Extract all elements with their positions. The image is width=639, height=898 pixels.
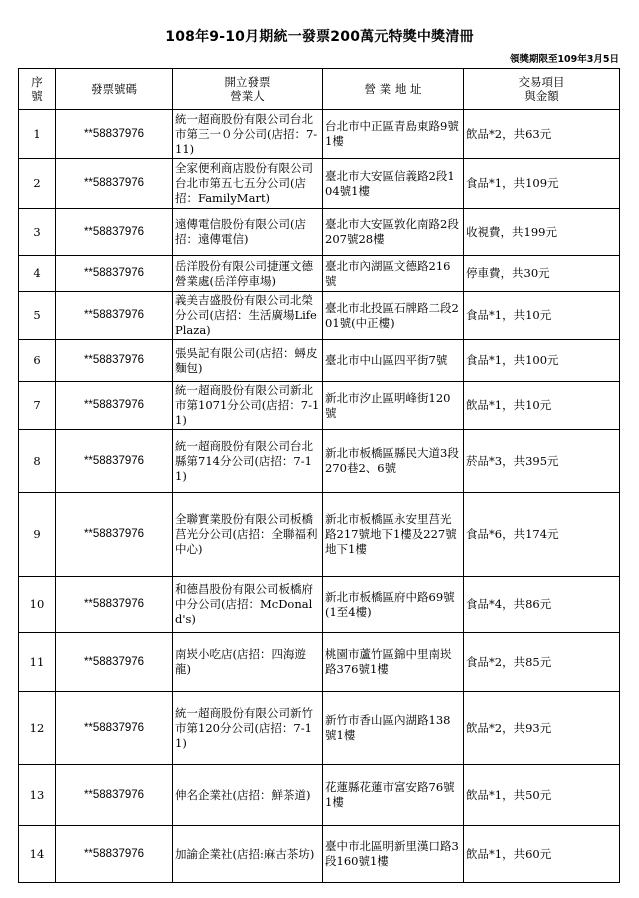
row-items: 食品*6，共174元 [464,493,620,577]
table-row [19,430,620,493]
row-address: 新北市板橋區永安里莒光路217號地下1樓及227號地下1樓 [323,493,464,577]
table-row [19,577,620,633]
row-merchant: 全聯實業股份有限公司板橋莒光分公司(店招：全聯福利中心) [173,493,323,577]
row-address: 新北市板橋區縣民大道3段270巷2、6號 [323,430,464,493]
row-merchant: 統一超商股份有限公司台北市第三一０分公司(店招：7-11) [173,110,323,159]
row-invoice-number: **58837976 [56,256,173,292]
row-items: 食品*1，共10元 [464,292,620,340]
row-invoice-number: **58837976 [56,430,173,493]
table-row [19,110,620,159]
claim-deadline: 領獎期限至109年3月5日 [509,54,619,65]
row-invoice-number: **58837976 [56,292,173,340]
row-items: 飲品*1，共60元 [464,826,620,883]
table-row [19,633,620,692]
row-address: 臺北市大安區信義路2段104號1樓 [323,159,464,209]
row-address: 台北市中正區青島東路9號1樓 [323,110,464,159]
row-invoice-number: **58837976 [56,340,173,382]
table-row [19,382,620,430]
row-items: 飲品*2，共93元 [464,692,620,765]
row-seq: 8 [19,430,56,493]
row-items: 收視費，共199元 [464,209,620,256]
row-items: 食品*1，共100元 [464,340,620,382]
table-row [19,765,620,826]
table-row [19,209,620,256]
row-address: 桃園市蘆竹區錦中里南崁路376號1樓 [323,633,464,692]
row-invoice-number: **58837976 [56,159,173,209]
row-items: 飲品*1，共50元 [464,765,620,826]
row-merchant: 統一超商股份有限公司新北市第1071分公司(店招：7-11) [173,382,323,430]
row-seq: 10 [19,577,56,633]
row-address: 臺北市大安區敦化南路2段207號28樓 [323,209,464,256]
row-merchant: 全家便利商店股份有限公司台北市第五七五分公司(店招：FamilyMart) [173,159,323,209]
row-seq: 6 [19,340,56,382]
row-invoice-number: **58837976 [56,493,173,577]
table-row [19,826,620,883]
row-invoice-number: **58837976 [56,110,173,159]
row-items: 飲品*1，共10元 [464,382,620,430]
header-address: 營 業 地 址 [323,69,464,110]
row-invoice-number: **58837976 [56,692,173,765]
row-invoice-number: **58837976 [56,633,173,692]
table-header-row [19,69,620,110]
row-items: 停車費，共30元 [464,256,620,292]
row-address: 臺北市內湖區文德路216號 [323,256,464,292]
row-merchant: 和德昌股份有限公司板橋府中分公司(店招：McDonald's) [173,577,323,633]
row-seq: 7 [19,382,56,430]
row-seq: 11 [19,633,56,692]
header-seq-line2: 號 [31,89,43,103]
row-merchant: 伸名企業社(店招：鮮茶道) [173,765,323,826]
header-items [464,69,620,110]
row-address: 臺北市中山區四平街7號 [323,340,464,382]
row-invoice-number: **58837976 [56,577,173,633]
table-row [19,159,620,209]
row-merchant: 南崁小吃店(店招：四海遊龍) [173,633,323,692]
row-merchant: 張吳記有限公司(店招：蟳皮麵包) [173,340,323,382]
row-seq: 12 [19,692,56,765]
row-invoice-number: **58837976 [56,209,173,256]
header-seq-line1: 序 [31,75,43,89]
table-row [19,340,620,382]
row-merchant: 遠傳電信股份有限公司(店招：遠傳電信) [173,209,323,256]
row-seq: 4 [19,256,56,292]
row-merchant: 統一超商股份有限公司台北縣第714分公司(店招：7-11) [173,430,323,493]
row-items: 食品*1，共109元 [464,159,620,209]
row-merchant: 義美吉盛股份有限公司北榮分公司(店招：生活廣場Life Plaza) [173,292,323,340]
winners-table [18,68,620,883]
row-seq: 13 [19,765,56,826]
row-items: 菸品*3，共395元 [464,430,620,493]
row-seq: 3 [19,209,56,256]
row-seq: 9 [19,493,56,577]
header-items-line2: 與金額 [524,89,559,103]
row-items: 食品*2，共85元 [464,633,620,692]
header-invoice: 發票號碼 [56,69,173,110]
table-row [19,256,620,292]
row-items: 飲品*2，共63元 [464,110,620,159]
row-address: 新北市板橋區府中路69號(1至4樓) [323,577,464,633]
header-merchant [173,69,323,110]
row-items: 食品*4，共86元 [464,577,620,633]
header-seq [19,69,56,110]
row-invoice-number: **58837976 [56,765,173,826]
table-row [19,493,620,577]
header-merchant-line2: 營業人 [230,89,265,103]
header-merchant-line1: 開立發票 [224,75,271,89]
row-address: 臺中市北區明新里漢口路3段160號1樓 [323,826,464,883]
row-seq: 1 [19,110,56,159]
row-merchant: 統一超商股份有限公司新竹市第120分公司(店招：7-11) [173,692,323,765]
row-invoice-number: **58837976 [56,382,173,430]
row-address: 新竹市香山區內湖路138號1樓 [323,692,464,765]
header-items-line1: 交易項目 [518,75,565,89]
row-seq: 5 [19,292,56,340]
row-address: 新北市汐止區明峰街120號 [323,382,464,430]
row-seq: 14 [19,826,56,883]
row-address: 臺北市北投區石牌路二段201號(中正樓) [323,292,464,340]
row-merchant: 加諭企業社(店招:麻古茶坊) [173,826,323,883]
row-seq: 2 [19,159,56,209]
row-address: 花蓮縣花蓮市富安路76號1樓 [323,765,464,826]
row-merchant: 岳洋股份有限公司捷運文德營業處(岳洋停車場) [173,256,323,292]
table-row [19,292,620,340]
page-title: 108年9-10月期統一發票200萬元特獎中獎清冊 [165,29,474,45]
table-row [19,692,620,765]
row-invoice-number: **58837976 [56,826,173,883]
